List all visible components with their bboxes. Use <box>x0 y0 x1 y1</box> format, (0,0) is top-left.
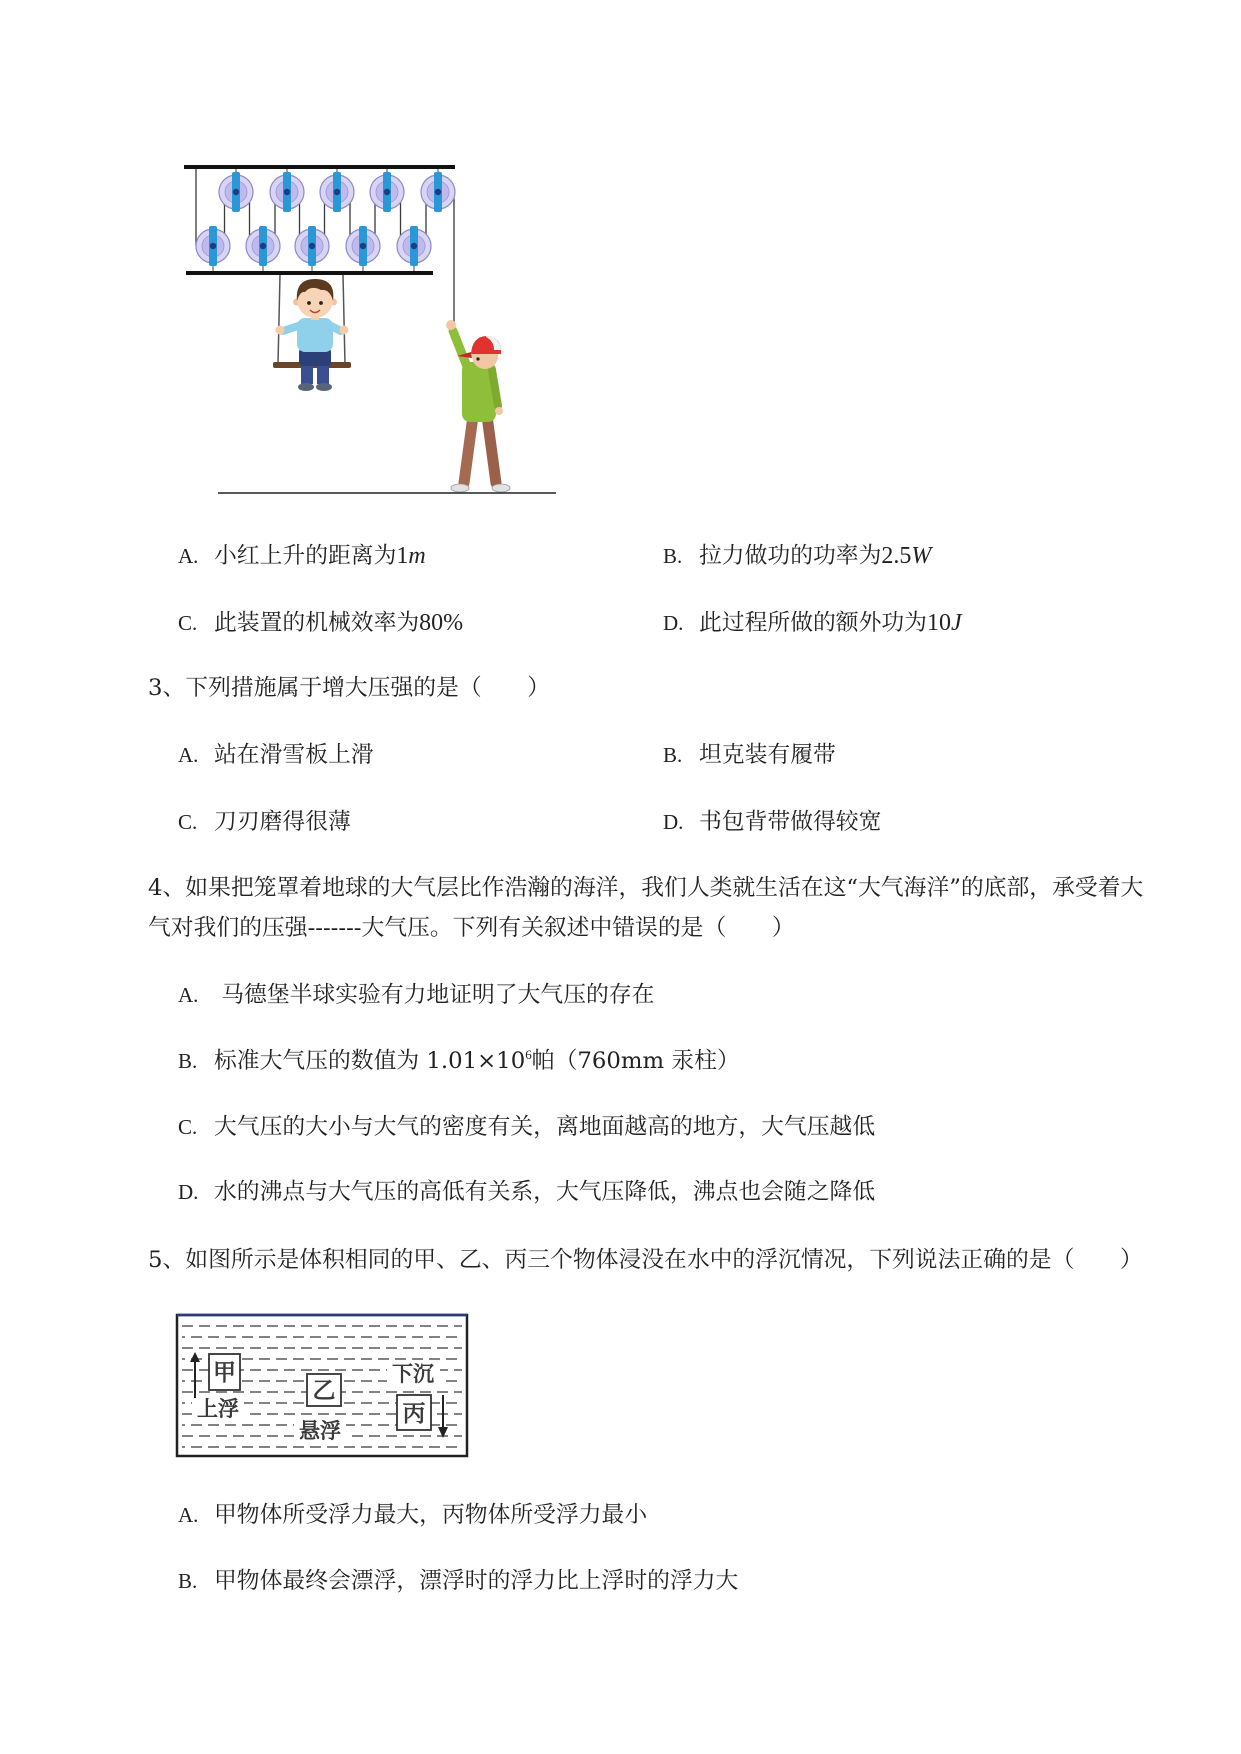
option-text: 大气压的大小与大气的密度有关，离地面越高的地方，大气压越低 <box>214 1114 876 1140</box>
option-exponent: 6 <box>525 1047 532 1062</box>
man-figure <box>446 320 510 492</box>
option-text: 拉力做功的功率为 <box>699 543 882 569</box>
label-float-up: 上浮 <box>197 1397 239 1421</box>
option-letter: B. <box>663 743 683 767</box>
option-text: 站在滑雪板上滑 <box>214 742 374 768</box>
q2-option-b <box>663 540 931 572</box>
q5-option-a <box>178 1499 647 1531</box>
q5-stem: 5、如图所示是体积相同的甲、乙、丙三个物体浸没在水中的浮沉情况，下列说法正确的是（ ） <box>148 1247 1143 1273</box>
object-jia-label: 甲 <box>213 1360 236 1386</box>
q2-option-d <box>663 607 962 639</box>
option-text: 标准大气压的数值为 1.01×10 <box>214 1048 526 1074</box>
object-yi <box>307 1374 341 1406</box>
option-text: 刀刃磨得很薄 <box>214 809 351 835</box>
option-letter: C. <box>178 810 198 834</box>
pulley-system-figure <box>170 150 570 500</box>
option-text: 此装置的机械效率为 <box>214 610 420 636</box>
buoyancy-figure <box>170 1305 480 1465</box>
q4-option-a <box>178 979 654 1011</box>
option-letter: D. <box>663 810 684 834</box>
option-letter: B. <box>663 544 683 568</box>
option-text: 马德堡半球实验有力地证明了大气压的存在 <box>214 982 655 1008</box>
option-letter: C. <box>178 1115 198 1139</box>
label-suspend: 悬浮 <box>299 1419 341 1443</box>
option-letter: B. <box>178 1049 198 1073</box>
q3-option-a <box>178 739 374 771</box>
option-text: 甲物体所受浮力最大，丙物体所受浮力最小 <box>214 1502 648 1528</box>
option-text: 小红上升的距离为 <box>214 543 397 569</box>
q4-option-d <box>178 1176 875 1208</box>
label-sink: 下沉 <box>392 1362 434 1386</box>
option-value: 1 <box>396 543 409 569</box>
option-letter: A. <box>178 743 199 767</box>
q3-option-c <box>178 806 351 838</box>
option-value: 80% <box>419 610 464 636</box>
q4-option-b <box>178 1045 740 1077</box>
option-text: 坦克装有履带 <box>699 742 836 768</box>
object-bing-label: 丙 <box>402 1401 426 1427</box>
option-value: 2.5 <box>881 543 912 569</box>
option-unit: m <box>408 543 426 569</box>
option-letter: D. <box>663 611 684 635</box>
q3-stem: 3、下列措施属于增大压强的是（ ） <box>148 675 551 701</box>
q3-option-d <box>663 806 881 838</box>
option-text: 水的沸点与大气压的高低有关系，大气压降低，沸点也会随之降低 <box>214 1179 876 1205</box>
option-text: 甲物体最终会漂浮，漂浮时的浮力比上浮时的浮力大 <box>214 1568 739 1594</box>
q5-option-b <box>178 1565 738 1597</box>
option-letter: C. <box>178 611 198 635</box>
option-letter: B. <box>178 1569 198 1593</box>
option-text-after: 帕（760mm 汞柱） <box>531 1048 740 1074</box>
option-unit: W <box>911 543 932 569</box>
option-letter: D. <box>178 1180 199 1204</box>
option-unit: J <box>950 610 962 636</box>
q4-stem-line2: 气对我们的压强-------大气压。下列有关叙述中错误的是（ ） <box>148 915 795 941</box>
child-figure <box>276 279 349 391</box>
option-letter: A. <box>178 983 199 1007</box>
option-value: 10 <box>926 610 951 636</box>
q4-option-c <box>178 1111 875 1143</box>
object-bing <box>397 1395 431 1430</box>
q4-stem-line1: 4、如果把笼罩着地球的大气层比作浩瀚的海洋，我们人类就生活在这“大气海洋”的底部，承受着大 <box>148 875 1144 901</box>
option-text: 此过程所做的额外功为 <box>699 610 927 636</box>
option-text: 书包背带做得较宽 <box>699 809 882 835</box>
object-yi-label: 乙 <box>312 1378 336 1404</box>
q2-option-c <box>178 607 463 639</box>
q3-option-b <box>663 739 836 771</box>
option-letter: A. <box>178 544 199 568</box>
object-jia <box>209 1354 240 1390</box>
option-letter: A. <box>178 1503 199 1527</box>
q2-option-a <box>178 540 426 572</box>
